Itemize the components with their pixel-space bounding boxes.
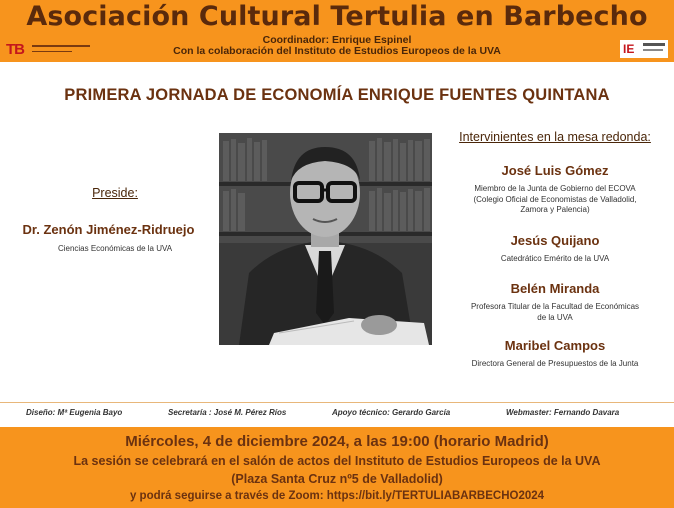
event-venue: La sesión se celebrará en el salón de actos del Instituto de Estudios Europeos de la UVA — [73, 454, 601, 468]
panelist-name: José Luis Gómez — [501, 163, 609, 178]
credit-design: Diseño: Mª Eugenia Bayo — [26, 408, 123, 417]
logo-text-line — [32, 45, 90, 47]
panelist-role-line: Catedrático Emérito de la UVA — [500, 254, 610, 263]
tb-logo-mark: TB — [6, 41, 24, 58]
panelist-name: Maribel Campos — [504, 338, 606, 353]
credit-webmaster: Webmaster: Fernando Davara — [506, 408, 620, 417]
panelist-belen-miranda — [442, 281, 668, 323]
panelist-role-line: Miembro de la Junta de Gobierno del ECOVA — [474, 184, 636, 193]
panelist-role-line: Profesora Titular de la Facultad de Económicas — [470, 302, 640, 311]
panelist-jesus-quijano — [442, 233, 668, 265]
panelist-role — [442, 359, 668, 370]
zoom-link[interactable]: y podrá seguirse a través de Zoom: https://bit.ly/TERTULIABARBECHO2024 — [129, 490, 545, 502]
preside-role: Ciencias Económicas de la UVA — [57, 244, 173, 253]
panelist-role — [442, 254, 668, 265]
panelist-role — [442, 184, 668, 216]
panelist-jose-luis-gomez — [442, 163, 668, 216]
panelist-name: Jesús Quijano — [510, 233, 600, 248]
panelist-role-line: Zamora y Palencia) — [520, 205, 590, 214]
footer-banner — [0, 427, 674, 508]
ie-logo-mark: IE — [623, 42, 635, 56]
panelist-role — [442, 302, 668, 323]
event-date: Miércoles, 4 de diciembre 2024, a las 19:00 (horario Madrid) — [125, 433, 549, 450]
panelist-maribel-campos — [442, 338, 668, 370]
event-address: (Plaza Santa Cruz nº5 de Valladolid) — [231, 472, 443, 486]
panelist-role-line: Directora General de Presupuestos de la Junta — [471, 359, 639, 368]
logo-text-line — [643, 49, 663, 51]
organization-title: Asociación Cultural Tertulia en Barbecho — [26, 1, 648, 32]
credit-secretary: Secretaría : José M. Pérez Ríos — [168, 408, 287, 417]
logo-text-line — [32, 51, 72, 52]
instituto-logo — [620, 40, 668, 58]
preside-label: Preside: — [92, 186, 138, 200]
credit-tech: Apoyo técnico: Gerardo García — [332, 408, 451, 417]
portrait-illustration — [219, 133, 432, 345]
logo-text-line — [643, 43, 665, 46]
coordinator-line: Coordinador: Enrique Espinel — [262, 34, 412, 46]
panel-label: Intervinientes en la mesa redonda: — [459, 130, 651, 144]
collaboration-line: Con la colaboración del Instituto de Estudios Europeos de la UVA — [173, 45, 501, 57]
tertulia-logo — [6, 41, 96, 59]
panelist-role-line: (Colegio Oficial de Economistas de Valladolid, — [473, 194, 637, 204]
event-title: PRIMERA JORNADA DE ECONOMÍA ENRIQUE FUENTES QUINTANA — [64, 86, 610, 104]
credits-row — [0, 408, 674, 422]
panelist-role-line: de la UVA — [537, 312, 573, 322]
panelist-name: Belén Miranda — [510, 281, 600, 296]
header-banner — [0, 0, 674, 62]
preside-name: Dr. Zenón Jiménez-Ridruejo — [22, 222, 195, 237]
portrait-photo — [219, 133, 432, 345]
credits-divider — [0, 402, 674, 403]
